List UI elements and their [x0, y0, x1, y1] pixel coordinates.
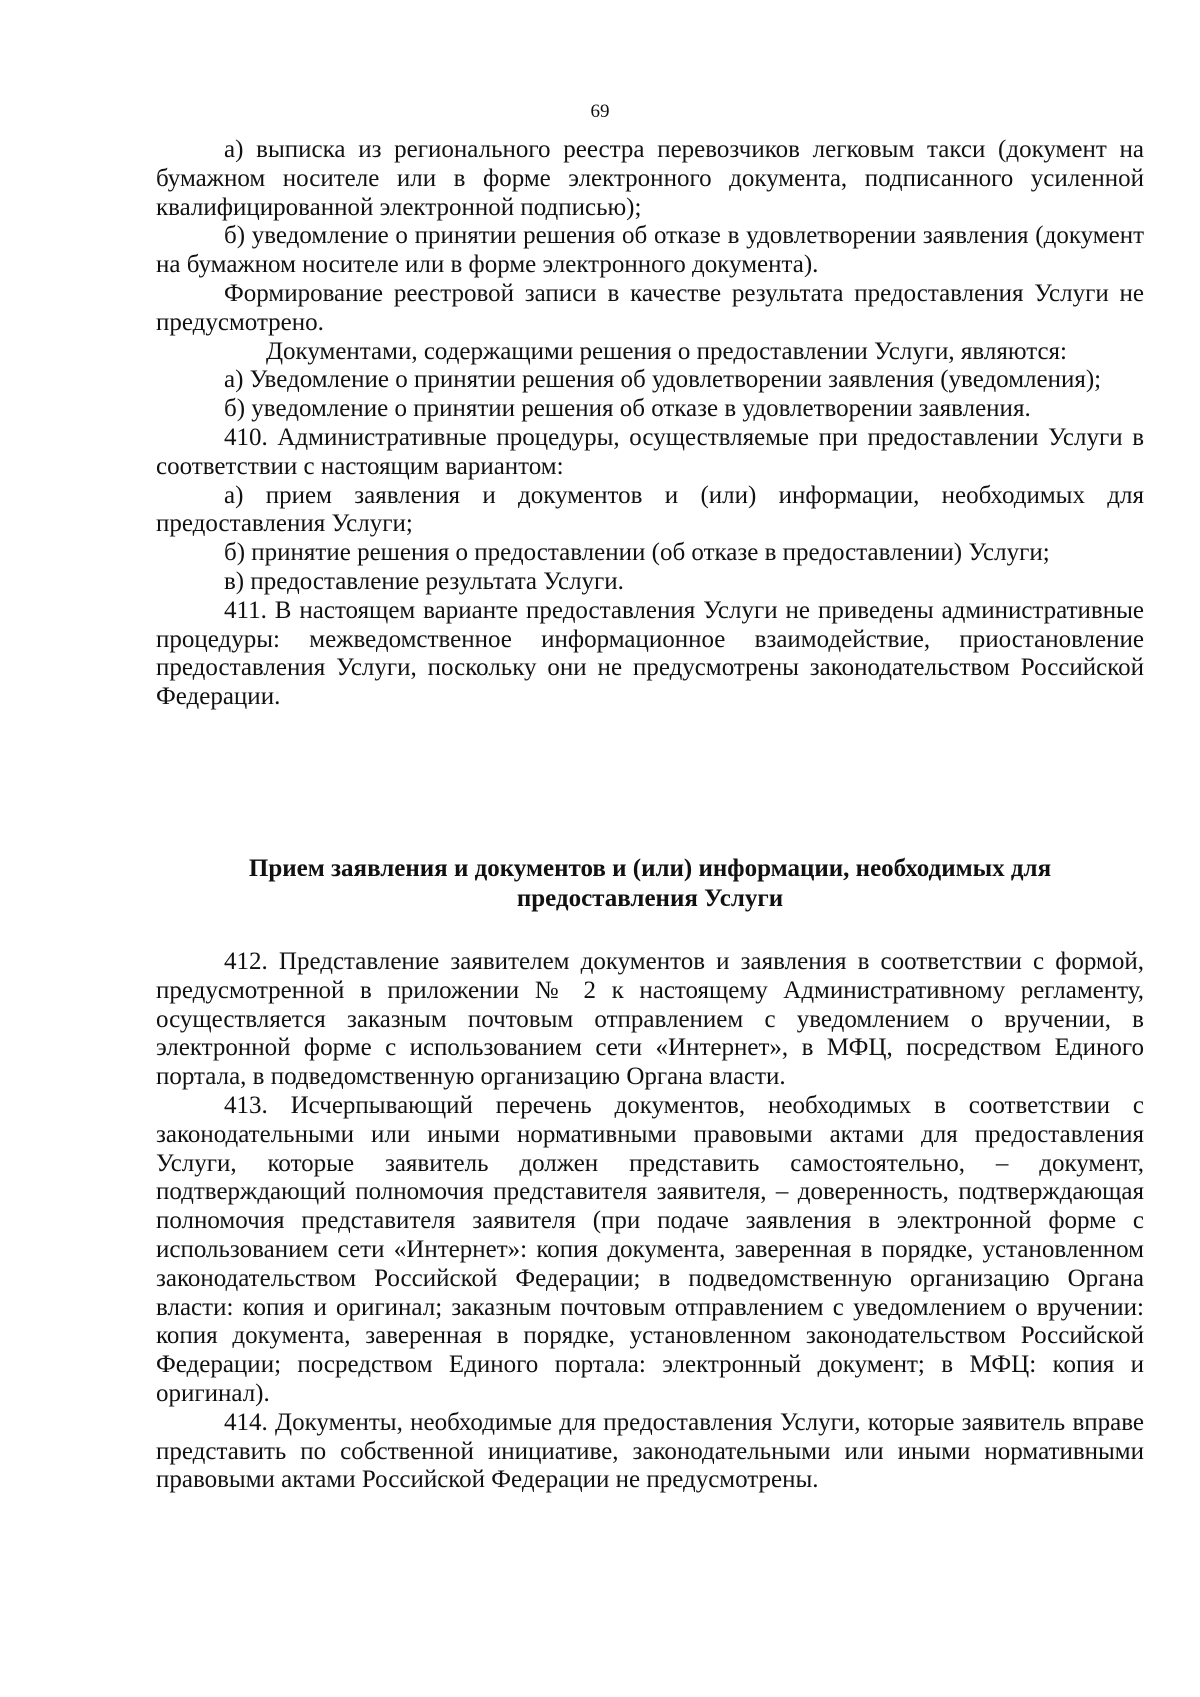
paragraph-414: 414. Документы, необходимые для предоставления Услуги, которые заявитель вправе представить по собственной инициативе, законодательными или иными нормативными правовыми актами Российской Федерации не предусмотрены.	[156, 1408, 1144, 1494]
paragraph-decision-b: б) уведомление о принятии решения об отказе в удовлетворении заявления.	[224, 395, 1031, 423]
section-heading	[156, 854, 1144, 914]
paragraph-410-a: а) прием заявления и документов и (или) информации, необходимых для предоставления Услуги;	[156, 481, 1144, 538]
paragraph-413: 413. Исчерпывающий перечень документов, необходимых в соответствии с законодательными или иными нормативными правовыми актами для предоставления Услуги, которые заявитель должен представить самостоятельно, – документ, подтверждающий полномочия представителя заявителя, – доверенность, подтверждающая полномочия представителя заявителя (при подаче заявления в электронной форме с использованием сети «Интернет»: копия документа, заверенная в порядке, установленном законодательством Российской Федерации; в подведомственную организацию Органа власти: копия и оригинал; заказным почтовым отправлением с уведомлением о вручении: копия документа, заверенная в порядке, установленном законодательством Российской Федерации; посредством Единого портала: электронный документ; в МФЦ: копия и оригинал).	[156, 1091, 1144, 1407]
paragraph-decision-docs: Документами, содержащими решения о предоставлении Услуги, являются:	[266, 337, 1067, 365]
body-top	[156, 136, 1144, 712]
paragraph-result-b: б) уведомление о принятии решения об отказе в удовлетворении заявления (документ на бумажном носителе или в форме электронного документа).	[156, 222, 1144, 279]
paragraph-410: 410. Административные процедуры, осуществляемые при предоставлении Услуги в соответствии с настоящим вариантом:	[156, 423, 1144, 480]
paragraph-registry-note: Формирование реестровой записи в качестве результата предоставления Услуги не предусмотрено.	[156, 279, 1144, 336]
paragraph-decision-a: а) Уведомление о принятии решения об удовлетворении заявления (уведомления);	[224, 366, 1102, 394]
paragraph-411: 411. В настоящем варианте предоставления Услуги не приведены административные процедуры: межведомственное информационное взаимодействие, приостановление предоставления Услуги, поскольку они не предусмотрены законодательством Российской Федерации.	[156, 596, 1144, 711]
section-heading-line-1: Прием заявления и документов и (или) информации, необходимых для	[248, 855, 1052, 882]
paragraph-410-c: в) предоставление результата Услуги.	[224, 567, 624, 595]
paragraph-412: 412. Представление заявителем документов и заявления в соответствии с формой, предусмотренной в приложении № 2 к настоящему Административному регламенту, осуществляется заказным почтовым отправлением с уведомлением о вручении, в электронной форме с использованием сети «Интернет», в МФЦ, посредством Единого портала, в подведомственную организацию Органа власти.	[156, 948, 1144, 1091]
section-heading-line-2: предоставления Услуги	[516, 885, 784, 912]
paragraph-result-a: а) выписка из регионального реестра перевозчиков легковым такси (документ на бумажном носителе или в форме электронного документа, подписанного усиленной квалифицированной электронной подписью);	[156, 136, 1144, 221]
body-bottom	[156, 948, 1144, 1495]
page-number: 69	[590, 101, 610, 122]
paragraph-410-b: б) принятие решения о предоставлении (об отказе в предоставлении) Услуги;	[224, 539, 1050, 567]
